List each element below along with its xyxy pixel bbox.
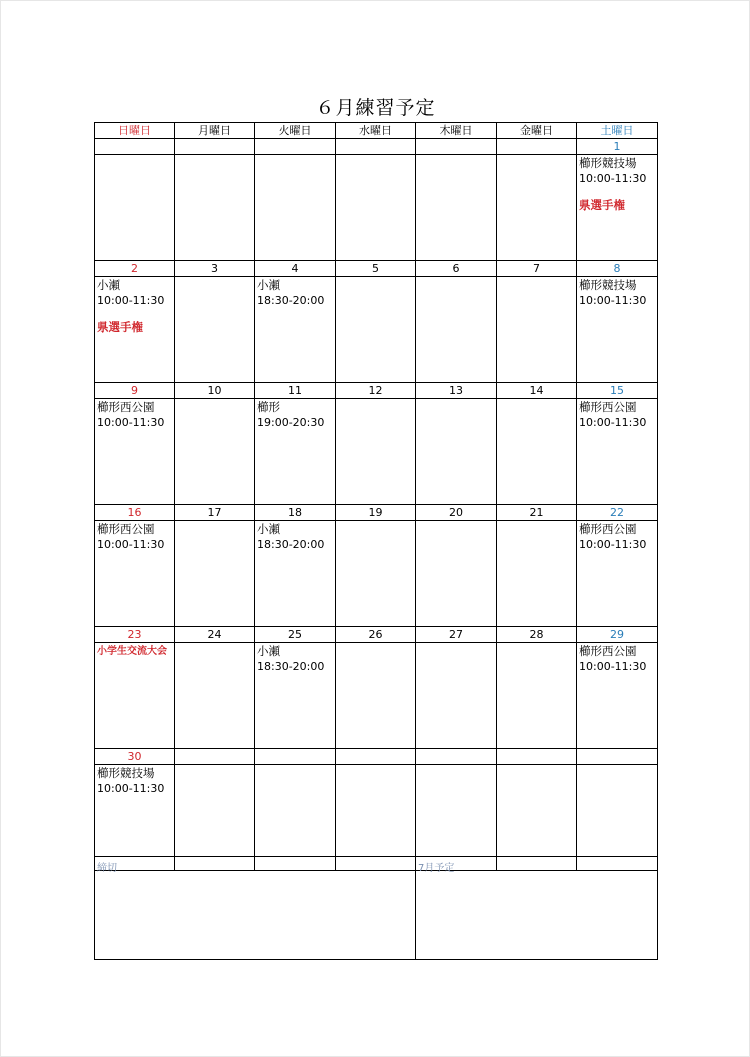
- practice-time: 10:00-11:30: [579, 538, 647, 551]
- date-number: [416, 749, 497, 765]
- day-cell[interactable]: [416, 399, 497, 505]
- date-number: 8: [577, 261, 658, 277]
- date-number: [336, 749, 416, 765]
- date-number: [577, 749, 658, 765]
- date-number: 3: [175, 261, 255, 277]
- event-label: 県選手権: [97, 320, 143, 334]
- date-number: 1: [577, 139, 658, 155]
- practice-time: 10:00-11:30: [579, 294, 647, 307]
- weekday-header-sunday: 日曜日: [95, 123, 175, 139]
- day-cell[interactable]: [497, 521, 577, 627]
- practice-time: 10:00-11:30: [97, 782, 165, 795]
- date-number: 22: [577, 505, 658, 521]
- day-cell[interactable]: [416, 155, 497, 261]
- date-number: 25: [255, 627, 336, 643]
- date-row: [95, 505, 658, 521]
- day-cell[interactable]: [175, 765, 255, 871]
- practice-time: 19:00-20:30: [257, 416, 325, 429]
- date-number: 18: [255, 505, 336, 521]
- date-number: 27: [416, 627, 497, 643]
- day-cell[interactable]: [336, 277, 416, 383]
- date-number: 15: [577, 383, 658, 399]
- day-cell[interactable]: [255, 765, 336, 871]
- day-cell[interactable]: [95, 643, 175, 749]
- practice-location: 櫛形競技場: [97, 766, 155, 780]
- practice-time: 10:00-11:30: [97, 538, 165, 551]
- weekday-header-wednesday: 水曜日: [336, 123, 416, 139]
- practice-time: 10:00-11:30: [579, 416, 647, 429]
- deadline-label: 締切: [97, 863, 117, 874]
- day-cell[interactable]: [577, 155, 658, 261]
- day-cell[interactable]: [497, 643, 577, 749]
- date-number: 6: [416, 261, 497, 277]
- practice-location: 櫛形西公園: [579, 400, 637, 414]
- date-number: [175, 139, 255, 155]
- day-cell[interactable]: [416, 643, 497, 749]
- day-cell[interactable]: [336, 155, 416, 261]
- date-number: 14: [497, 383, 577, 399]
- day-cell[interactable]: [497, 155, 577, 261]
- date-number: [255, 139, 336, 155]
- date-number: 4: [255, 261, 336, 277]
- day-cell[interactable]: [175, 399, 255, 505]
- date-number: [497, 139, 577, 155]
- schedule-row: [95, 521, 658, 627]
- july-plan-note-box[interactable]: [416, 857, 658, 960]
- date-number: 21: [497, 505, 577, 521]
- date-number: [497, 749, 577, 765]
- practice-location: 小瀬: [97, 278, 120, 292]
- day-cell[interactable]: [95, 277, 175, 383]
- day-cell[interactable]: [95, 399, 175, 505]
- date-number: 16: [95, 505, 175, 521]
- deadline-note-box[interactable]: [95, 857, 416, 960]
- practice-time: 10:00-11:30: [579, 660, 647, 673]
- day-cell[interactable]: [577, 521, 658, 627]
- practice-time: 18:30-20:00: [257, 660, 325, 673]
- schedule-row: [95, 399, 658, 505]
- date-number: 19: [336, 505, 416, 521]
- schedule-row: [95, 765, 658, 871]
- practice-location: 櫛形西公園: [97, 400, 155, 414]
- july-plan-label: 7月予定: [418, 863, 455, 874]
- notes-table: [94, 856, 658, 960]
- date-number: 17: [175, 505, 255, 521]
- day-cell[interactable]: [255, 399, 336, 505]
- day-cell[interactable]: [416, 765, 497, 871]
- date-number: 2: [95, 261, 175, 277]
- day-cell[interactable]: [95, 765, 175, 871]
- day-cell[interactable]: [577, 765, 658, 871]
- practice-location: 櫛形競技場: [579, 278, 637, 292]
- schedule-row: [95, 643, 658, 749]
- practice-location: 櫛形西公園: [97, 522, 155, 536]
- date-number: [255, 749, 336, 765]
- practice-time: 10:00-11:30: [97, 294, 165, 307]
- day-cell[interactable]: [577, 643, 658, 749]
- practice-location: 櫛形西公園: [579, 522, 637, 536]
- date-number: 12: [336, 383, 416, 399]
- weekday-header-friday: 金曜日: [497, 123, 577, 139]
- event-label: 小学生交流大会: [97, 646, 167, 657]
- date-number: 29: [577, 627, 658, 643]
- practice-location: 櫛形西公園: [579, 644, 637, 658]
- day-cell[interactable]: [497, 765, 577, 871]
- calendar-table: [94, 122, 658, 871]
- day-cell[interactable]: [255, 643, 336, 749]
- date-number: [175, 749, 255, 765]
- day-cell[interactable]: [416, 277, 497, 383]
- date-number: 10: [175, 383, 255, 399]
- weekday-header-row: [95, 123, 658, 139]
- practice-location: 小瀬: [257, 522, 280, 536]
- date-row: [95, 627, 658, 643]
- weekday-header-monday: 月曜日: [175, 123, 255, 139]
- day-cell[interactable]: [577, 277, 658, 383]
- day-cell[interactable]: [175, 643, 255, 749]
- day-cell[interactable]: [95, 521, 175, 627]
- event-label: 県選手権: [579, 198, 625, 212]
- practice-location: 小瀬: [257, 644, 280, 658]
- day-cell[interactable]: [497, 399, 577, 505]
- practice-time: 10:00-11:30: [97, 416, 165, 429]
- date-number: 23: [95, 627, 175, 643]
- date-row: [95, 383, 658, 399]
- practice-location: 櫛形競技場: [579, 156, 637, 170]
- weekday-header-thursday: 木曜日: [416, 123, 497, 139]
- day-cell[interactable]: [336, 521, 416, 627]
- date-row: [95, 749, 658, 765]
- practice-location: 小瀬: [257, 278, 280, 292]
- date-number: 28: [497, 627, 577, 643]
- date-number: 9: [95, 383, 175, 399]
- date-number: 20: [416, 505, 497, 521]
- date-number: 7: [497, 261, 577, 277]
- day-cell[interactable]: [95, 155, 175, 261]
- date-number: [95, 139, 175, 155]
- schedule-row: [95, 155, 658, 261]
- day-cell[interactable]: [577, 399, 658, 505]
- date-number: 5: [336, 261, 416, 277]
- date-row: [95, 139, 658, 155]
- practice-time: 18:30-20:00: [257, 294, 325, 307]
- weekday-header-saturday: 土曜日: [577, 123, 658, 139]
- date-row: [95, 261, 658, 277]
- day-cell[interactable]: [416, 521, 497, 627]
- date-number: 30: [95, 749, 175, 765]
- weekday-header-tuesday: 火曜日: [255, 123, 336, 139]
- day-cell[interactable]: [175, 521, 255, 627]
- day-cell[interactable]: [175, 155, 255, 261]
- practice-time: 10:00-11:30: [579, 172, 647, 185]
- date-number: 13: [416, 383, 497, 399]
- date-number: [416, 139, 497, 155]
- date-number: [336, 139, 416, 155]
- practice-location: 櫛形: [257, 400, 280, 414]
- day-cell[interactable]: [336, 399, 416, 505]
- date-number: 26: [336, 627, 416, 643]
- day-cell[interactable]: [336, 765, 416, 871]
- day-cell[interactable]: [175, 277, 255, 383]
- day-cell[interactable]: [255, 155, 336, 261]
- schedule-row: [95, 277, 658, 383]
- day-cell[interactable]: [255, 277, 336, 383]
- date-number: 11: [255, 383, 336, 399]
- date-number: 24: [175, 627, 255, 643]
- day-cell[interactable]: [497, 277, 577, 383]
- day-cell[interactable]: [336, 643, 416, 749]
- page-title: ６月練習予定: [315, 97, 436, 119]
- practice-time: 18:30-20:00: [257, 538, 325, 551]
- day-cell[interactable]: [255, 521, 336, 627]
